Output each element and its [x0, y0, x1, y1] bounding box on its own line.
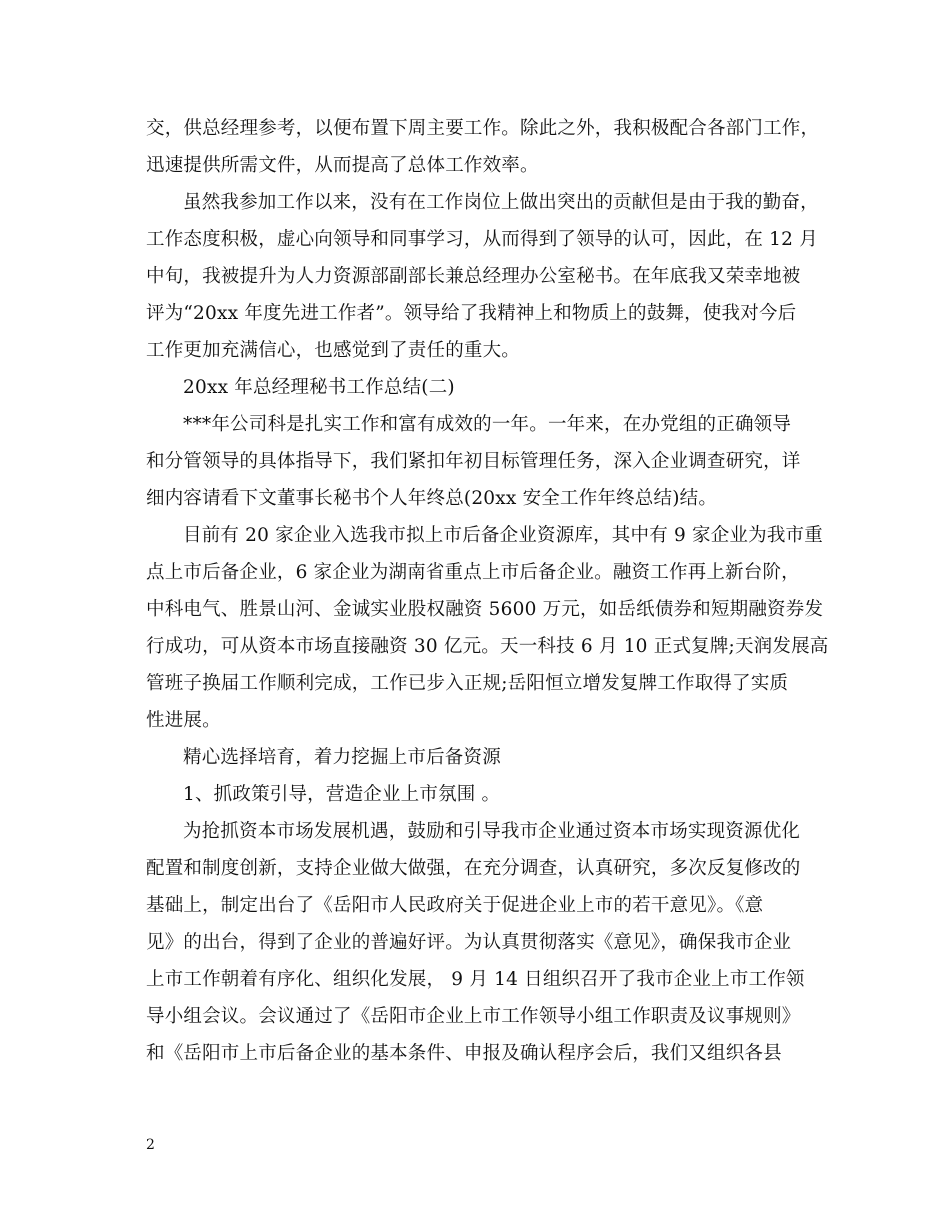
text-line: 见》的出台，得到了企业的普遍好评。为认真贯彻落实《意见》，确保我市企业	[146, 932, 792, 953]
document-body	[146, 110, 829, 1072]
text-line: 工作态度积极，虚心向领导和同事学习，从而得到了领导的认可，因此，在 12 月	[146, 229, 818, 250]
text-line: 和分管领导的具体指导下，我们紧扣年初目标管理任务，深入企业调查研究，详	[146, 451, 801, 472]
text-line: 精心选择培育，着力挖掘上市后备资源	[183, 747, 501, 768]
text-line: 工作更加充满信心，也感觉到了责任的重大。	[146, 340, 521, 361]
text-line: 管班子换届工作顺利完成，工作已步入正规;岳阳恒立增发复牌工作取得了实质	[146, 673, 789, 694]
text-line: 中科电气、胜景山河、金诚实业股权融资 5600 万元，如岳纸债券和短期融资券发	[146, 599, 824, 620]
text-line: 基础上，制定出台了《岳阳市人民政府关于促进企业上市的若干意见》。《意	[146, 895, 764, 916]
text-line: 上市工作朝着有序化、组织化发展， 9 月 14 日组织召开了我市企业上市工作领	[146, 969, 805, 990]
page-number: 2	[146, 1137, 155, 1153]
text-line: 1、抓政策引导，营造企业上市氛围 。	[183, 784, 501, 805]
text-line: 和《岳阳市上市后备企业的基本条件、申报及确认程序会后，我们又组织各县	[146, 1043, 782, 1064]
text-line: 交，供总经理参考，以便布置下周主要工作。除此之外，我积极配合各部门工作，	[146, 118, 820, 139]
text-line: 点上市后备企业，6 家企业为湖南省重点上市后备企业。融资工作再上新台阶，	[146, 562, 800, 583]
text-line: 中旬，我被提升为人力资源部副部长兼总经理办公室秘书。在年底我又荣幸地被	[146, 266, 801, 287]
text-line: 性进展。	[146, 710, 221, 731]
text-line: 虽然我参加工作以来，没有在工作岗位上做出突出的贡献但是由于我的勤奋，	[183, 192, 819, 213]
text-line: 目前有 20 家企业入选我市拟上市后备企业资源库，其中有 9 家企业为我市重	[183, 525, 823, 546]
text-line: 迅速提供所需文件，从而提高了总体工作效率。	[146, 155, 539, 176]
text-line: 细内容请看下文董事长秘书个人年终总(20xx 安全工作年终总结)结。	[146, 488, 718, 509]
text-line: 行成功，可从资本市场直接融资 30 亿元。天一科技 6 月 10 正式复牌;天润发展高	[146, 636, 829, 657]
text-line: 20xx 年总经理秘书工作总结(二)	[183, 377, 455, 398]
text-line: 配置和制度创新，支持企业做大做强，在充分调查，认真研究，多次反复修改的	[146, 858, 801, 879]
text-line: 为抢抓资本市场发展机遇，鼓励和引导我市企业通过资本市场实现资源优化	[183, 821, 801, 842]
text-line: ***年公司科是扎实工作和富有成效的一年。一年来，在办党组的正确领导	[183, 414, 792, 435]
text-line: 导小组会议。会议通过了《岳阳市企业上市工作领导小组工作职责及议事规则》	[146, 1006, 801, 1027]
text-line: 评为“20xx 年度先进工作者”。领导给了我精神上和物质上的鼓舞，使我对今后	[146, 303, 797, 324]
